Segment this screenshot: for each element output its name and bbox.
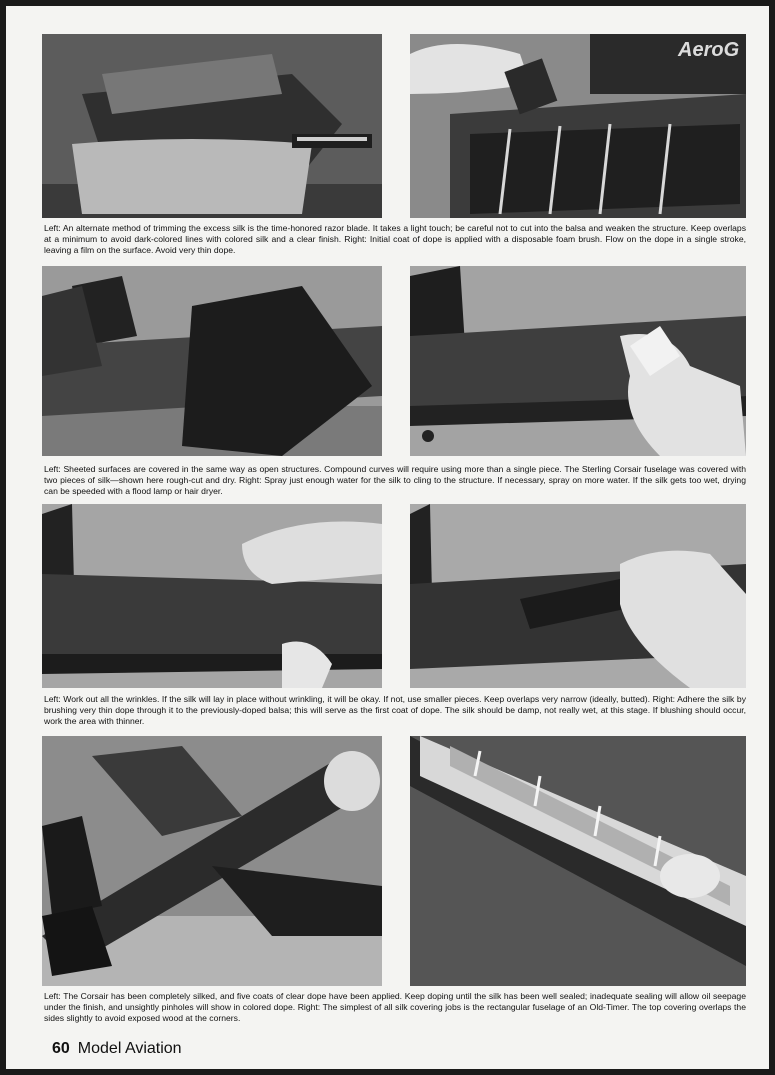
magazine-page [6,6,769,1069]
photo-spray-water [410,266,746,456]
caption-row1: Left: An alternate method of trimming the excess silk is the time-honored razor blade. It takes a light touch; be careful not to cut into the balsa and weaken the structure. Keep overlaps at a minimum to avoid dark-colored lines with colored silk and a clear finish. Right: Initial coat of dope is applied with a disposable foam brush. Flow on the dope in a single stroke, leaving a film on the surface. Avoid very thin dope. [44,223,746,255]
photo-corsair-silked [42,736,382,986]
photo-wrinkles [42,504,382,688]
magazine-title: Model Aviation [77,1040,182,1057]
photo-corsair-rough-cut [42,266,382,456]
photo-brush-dope-through [410,504,746,688]
caption-row3: Left: Work out all the wrinkles. If the silk will lay in place without wrinkling, it will be okay. If not, use smaller pieces. Keep overlaps very narrow (ideally, butted). Right: Adhere the silk by brushing very thin dope through it to the previously-doped balsa; this will serve as the first coat of dope. The silk should be damp, not really wet, at this stage. If blushing should occur, work the area with thinner. [44,694,746,726]
photo-old-timer-fuselage [410,736,746,986]
aero-gloss-label: AeroG [678,39,740,61]
caption-row4: Left: The Corsair has been completely silked, and five coats of clear dope have been applied. Keep doping until the silk has been well sealed; inadequate sealing will allow oil seepage under the finish, and unsightly pinholes will show in colored dope. Right: The simplest of all silk covering jobs is the rectangular fuselage of an Old-Timer. The top covering overlaps the sides slightly to avoid exposed wood at the corners. [44,991,746,1023]
photo-foam-brush-dope [410,34,746,218]
page-number: 60 [52,1040,70,1057]
photo-razor-trim [42,34,382,218]
caption-row2: Left: Sheeted surfaces are covered in the same way as open structures. Compound curves will require using more than a single piece. The Sterling Corsair fuselage was covered with two pieces of silk—shown here rough-cut and dry. Right: Spray just enough water for the silk to cling to the structure. If necessary, spray on more water. If the silk gets too wet, drying can be speeded with a flood lamp or hair dryer. [44,464,746,496]
page-footer [52,1040,182,1058]
